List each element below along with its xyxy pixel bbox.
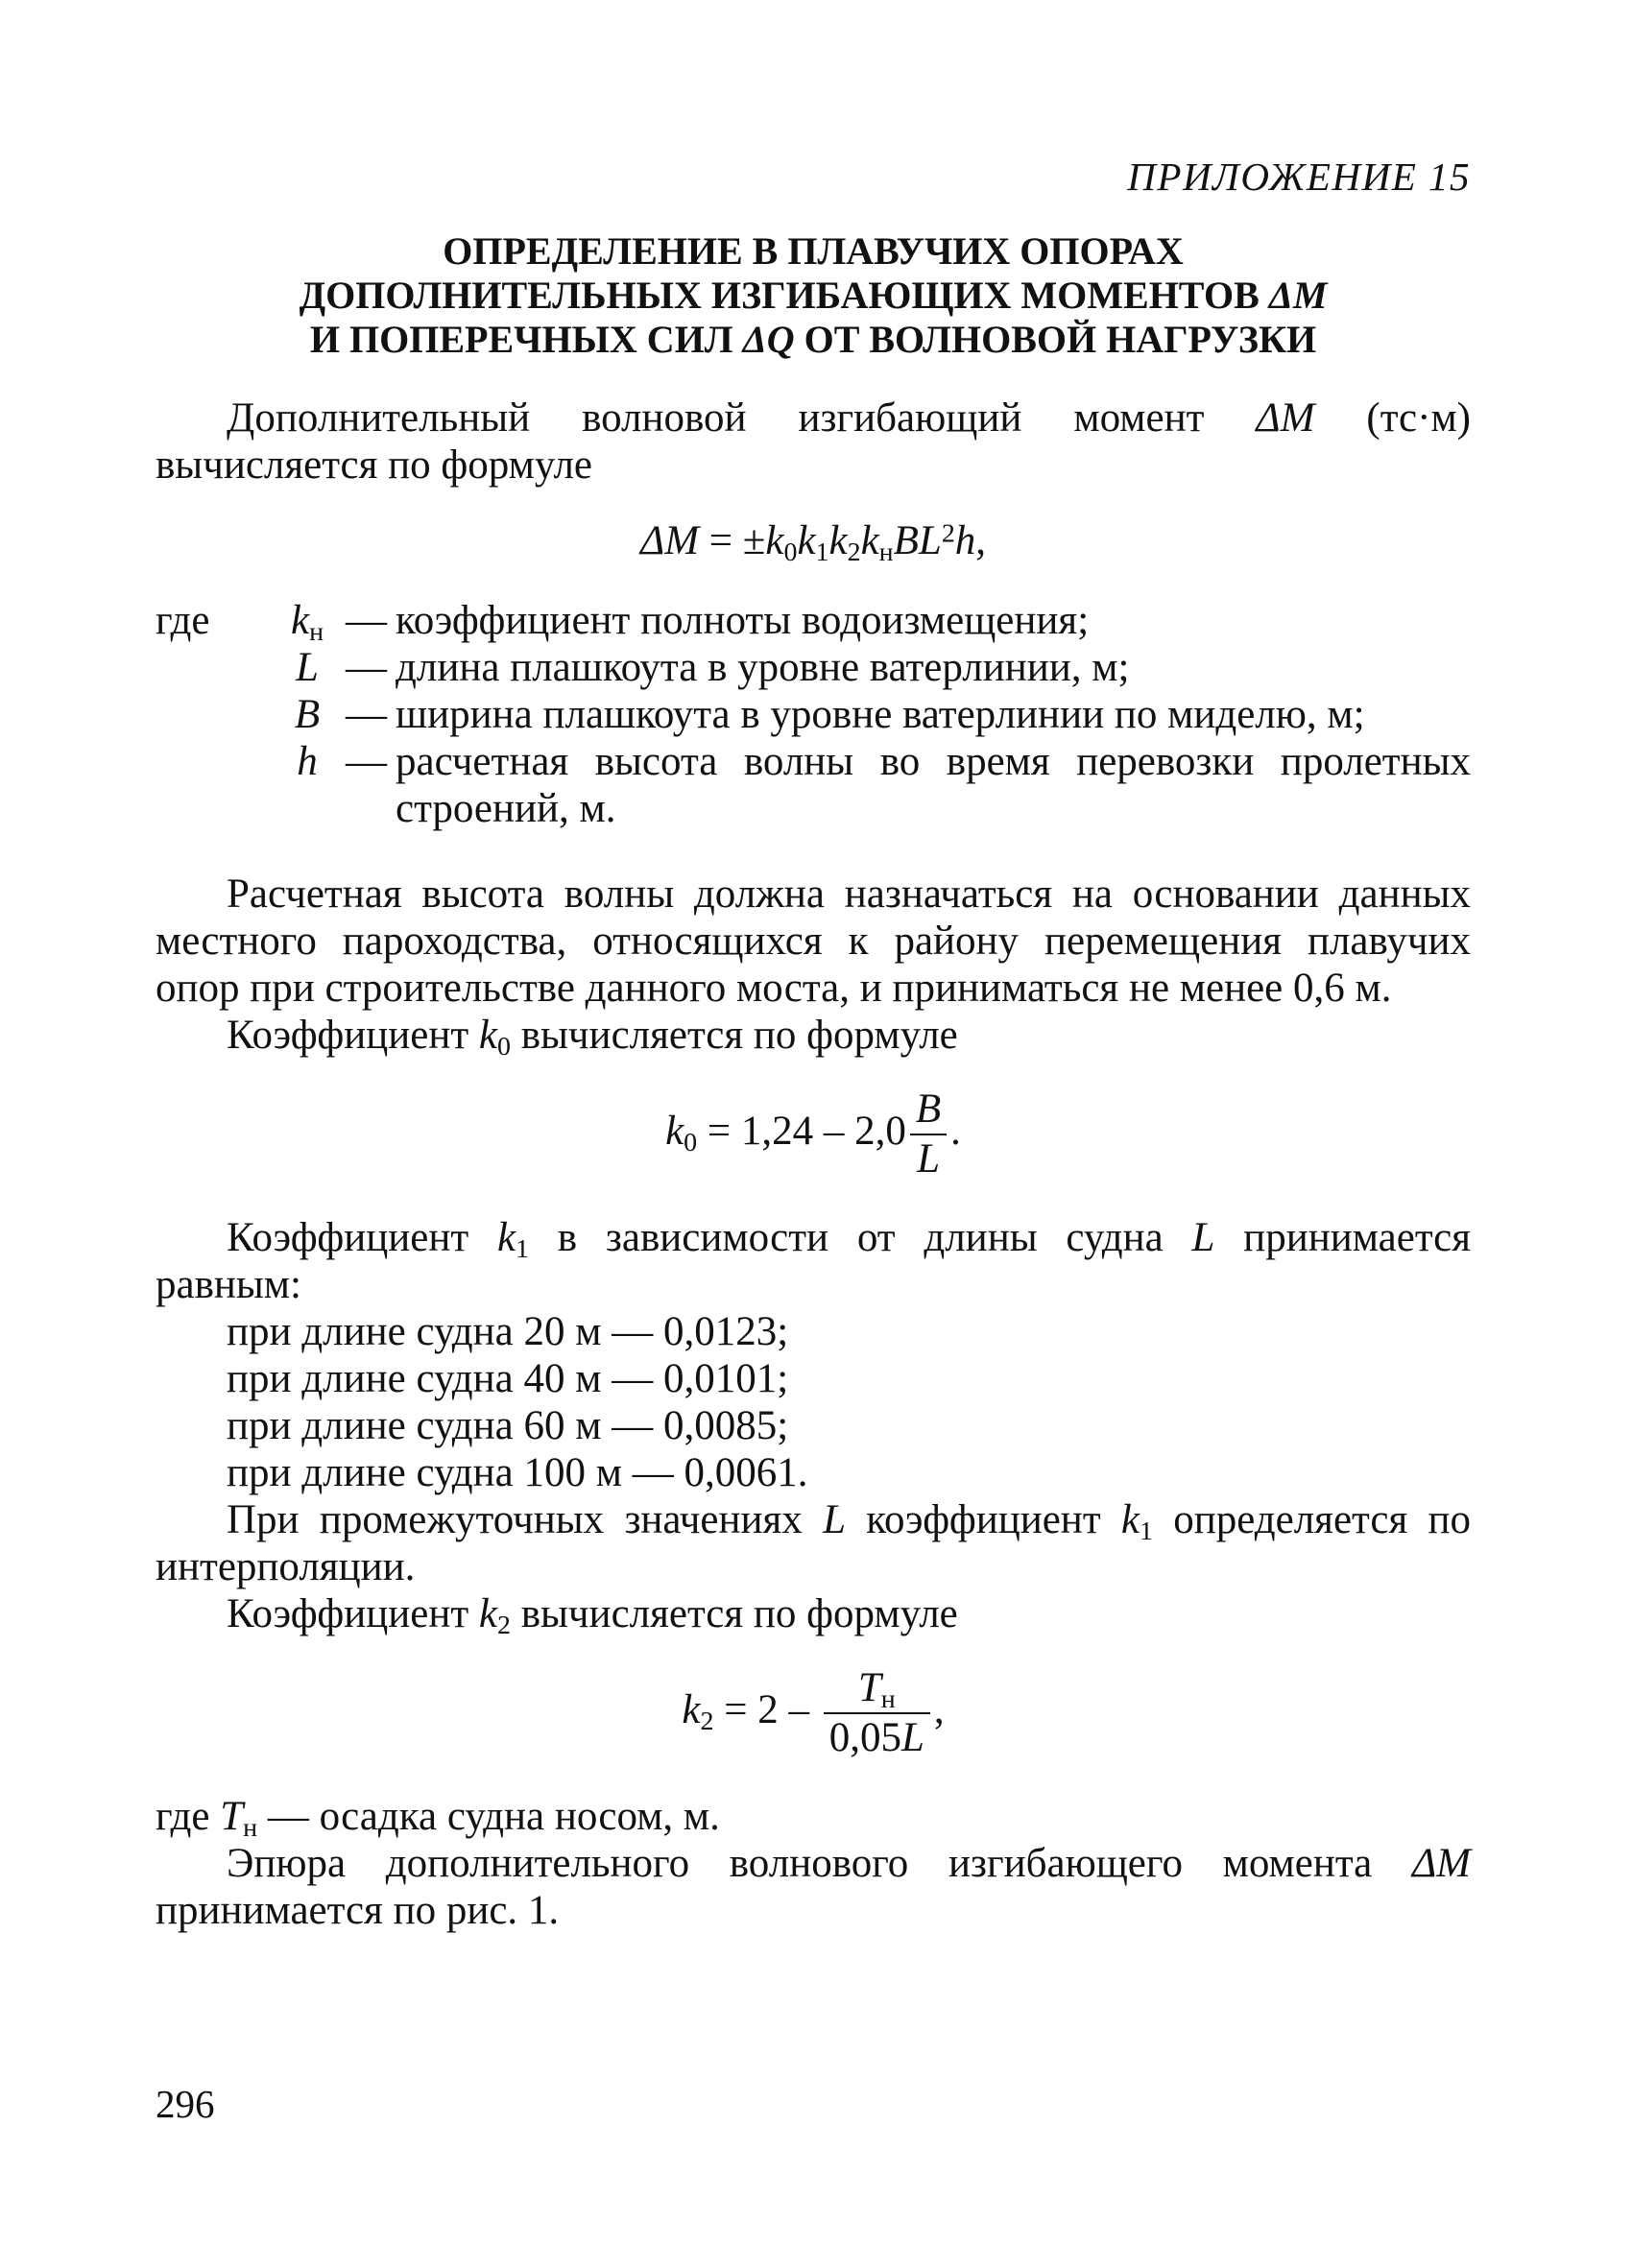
definition-symbol: $k_н$ <box>290 598 324 647</box>
definition-row: B — ширина плашкоута в уровне ватерлинии по миделю, м; <box>156 691 1471 738</box>
list-item: при длине судна 60 м — 0,0085; <box>227 1403 789 1448</box>
intro-paragraph: Дополнительный волновой изгибающий момент ΔM (тс·м) вычисляется по формуле <box>156 395 1471 488</box>
definition-text: коэффициент полноты водоизмещения; <box>396 598 1090 643</box>
k1-intro: Коэффициент $k_1$ в зависимости от длины судна L принимается равным: <box>156 1215 1471 1307</box>
list-item: при длине судна 40 м — 0,0101; <box>227 1356 789 1401</box>
title-line-3: И ПОПЕРЕЧНЫХ СИЛ ΔQ ОТ ВОЛНОВОЙ НАГРУЗКИ <box>309 318 1317 361</box>
formula-k0: $k_0 = 1,24 - 2,0$ $\frac{B}{L}$ . <box>665 1086 961 1182</box>
document-page <box>156 154 1471 1934</box>
fraction-b-over-l: $\frac{B}{L}$ <box>910 1087 947 1182</box>
definition-symbol: h <box>297 739 318 784</box>
final-paragraph: Эпюра дополнительного волнового изгибающего момента ΔM принимается по рис. 1. <box>156 1841 1471 1933</box>
interpolation-paragraph: При промежуточных значениях L коэффициент $k_1$ определяется по интерполяции. <box>156 1497 1471 1589</box>
definition-text: расчетная высота волны во время перевозки пролетных строений, м. <box>396 739 1471 831</box>
list-item: при длине судна 20 м — 0,0123; <box>227 1309 789 1354</box>
list-item: при длине судна 100 м — 0,0061. <box>227 1450 808 1495</box>
definition-symbol: B <box>294 692 321 737</box>
definition-row: L — длина плашкоута в уровне ватерлинии, м; <box>156 644 1471 691</box>
where-label: где <box>156 598 210 643</box>
title-line-2: ДОПОЛНИТЕЛЬНЫХ ИЗГИБАЮЩИХ МОМЕНТОВ ΔM <box>299 274 1328 317</box>
draft-definition: где $T_н$ — осадка судна носом, м. <box>156 1794 720 1843</box>
definition-text: ширина плашкоута в уровне ватерлинии по миделю, м; <box>396 692 1365 737</box>
definition-row: h — расчетная высота волны во время перевозки пролетных строений, м. <box>156 738 1471 832</box>
definitions-list <box>156 597 1471 832</box>
appendix-label: ПРИЛОЖЕНИЕ 15 <box>1127 155 1471 199</box>
k2-intro: Коэффициент $k_2$ вычисляется по формуле <box>227 1591 958 1640</box>
definition-row: где $k_н$ — коэффициент полноты водоизмещения; <box>156 597 1471 644</box>
formula-k2: $k_2 = 2$ – $\frac{T_н}{0,05L}$ , <box>682 1665 945 1760</box>
definition-symbol: L <box>296 645 319 690</box>
fraction-t-over-l: $\frac{T_н}{0,05L}$ <box>824 1666 930 1760</box>
wave-height-paragraph: Расчетная высота волны должна назначаться на основании данных местного пароходства, относящихся к району перемещения плавучих опор при строительстве данного моста, и приниматься не менее 0,6 м. <box>156 871 1471 1011</box>
formula-delta-m: $\Delta M = \pm k_0k_1k_2k_нBL^2h$, <box>639 518 987 567</box>
page-number: 296 <box>156 2082 215 2126</box>
title-line-1: ОПРЕДЕЛЕНИЕ В ПЛАВУЧИХ ОПОРАХ <box>443 229 1184 273</box>
definition-text: длина плашкоута в уровне ватерлинии, м; <box>396 645 1130 690</box>
k1-values-list <box>156 1308 1471 1496</box>
k0-intro: Коэффициент $k_0$ вычисляется по формуле <box>227 1013 958 1062</box>
page-title <box>156 229 1471 362</box>
